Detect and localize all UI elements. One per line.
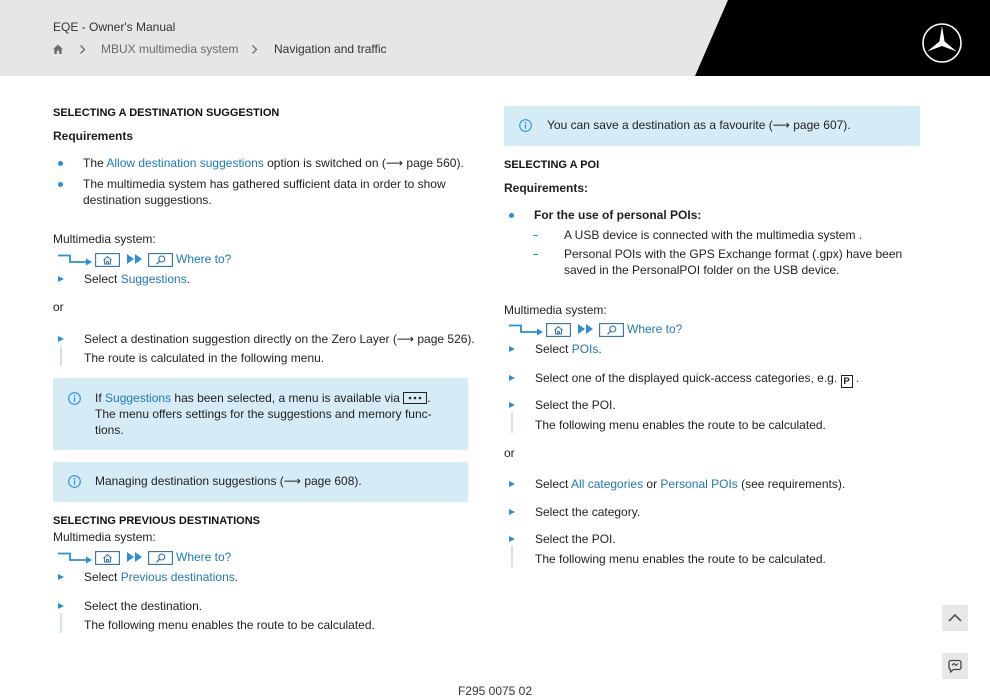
- requirements-label: Requirements: [53, 129, 134, 143]
- info-icon: [68, 475, 81, 488]
- search-icon[interactable]: [148, 551, 173, 565]
- step-result: The following menu enables the route to be calculated.: [535, 418, 826, 432]
- step-triangle-icon: [509, 481, 515, 487]
- step-result-bar: [511, 546, 513, 567]
- step-text: Select: [84, 272, 121, 286]
- or-separator: or: [504, 446, 515, 460]
- info-icon: [519, 119, 532, 132]
- pois-link[interactable]: POIs: [571, 342, 599, 356]
- step-result-bar: [60, 613, 62, 633]
- requirement-subitem: Personal POIs with the GPS Exchange format (.gpx) have been: [564, 247, 903, 261]
- requirement-item: For the use of personal POIs:: [534, 208, 702, 222]
- info-text: Managing destination suggestions (⟶ page 608).: [95, 474, 362, 488]
- mercedes-star-logo: [920, 21, 964, 65]
- home-screen-icon[interactable]: [95, 551, 120, 565]
- info-text: You can save a destination as a favourite (⟶ page 607).: [547, 118, 851, 132]
- step-text: (see requirements).: [737, 477, 846, 491]
- step-triangle-icon: [58, 336, 64, 342]
- suggestions-link[interactable]: Suggestions: [120, 272, 187, 286]
- more-menu-icon: [403, 392, 427, 404]
- step-select-poi: Select the POI.: [535, 532, 616, 546]
- multimedia-path: [57, 251, 247, 267]
- step-text: Select: [535, 342, 572, 356]
- info-text: .: [427, 391, 431, 405]
- chevron-right-icon: [79, 44, 86, 55]
- bullet-icon: [509, 213, 514, 218]
- info-text-line: [95, 390, 431, 406]
- step-result-bar: [60, 346, 62, 366]
- search-icon[interactable]: [148, 253, 173, 267]
- requirement-text-line: The multimedia system has gathered sufficient data in order to show: [83, 177, 446, 191]
- feedback-button[interactable]: [942, 653, 968, 679]
- step-text: .: [186, 272, 191, 286]
- manual-title: EQE - Owner's Manual: [53, 20, 176, 34]
- breadcrumb-item-current: Navigation and traffic: [274, 42, 387, 56]
- step-zero-layer: Select a destination suggestion directly on the Zero Layer (⟶ page 526).: [84, 332, 475, 346]
- step-triangle-icon: [509, 346, 515, 352]
- personal-pois-link[interactable]: Personal POIs: [660, 477, 738, 491]
- home-screen-icon[interactable]: [95, 253, 120, 267]
- multimedia-system-label: Multimedia system:: [53, 232, 156, 246]
- step-text: or: [643, 477, 661, 491]
- multimedia-system-label: Multimedia system:: [504, 303, 607, 317]
- double-arrow-icon: [578, 323, 594, 335]
- step-text: Select one of the displayed quick-access categories, e.g.: [535, 371, 841, 385]
- dash-bullet-icon: [533, 235, 538, 236]
- path-arrow-icon: [57, 550, 93, 564]
- info-box-managing-suggestions: [53, 462, 468, 502]
- all-categories-link[interactable]: All categories: [571, 477, 644, 491]
- requirements-label: Requirements:: [504, 181, 589, 195]
- step-quick-access-category: [535, 370, 859, 386]
- home-screen-icon[interactable]: [546, 323, 571, 337]
- info-box-suggestions-menu: [53, 378, 468, 450]
- path-arrow-icon: [57, 252, 93, 266]
- info-box-favourite: [504, 106, 920, 146]
- where-to-link[interactable]: Where to?: [176, 550, 232, 564]
- previous-destinations-link[interactable]: Previous destinations: [120, 570, 235, 584]
- requirement-subitem: saved in the PersonalPOI folder on the USB device.: [564, 263, 840, 277]
- step-triangle-icon: [509, 402, 515, 408]
- step-select-poi: Select the POI.: [535, 398, 616, 412]
- step-result: The route is calculated in the following menu.: [84, 351, 325, 365]
- multimedia-path: [508, 321, 698, 337]
- scroll-to-top-button[interactable]: [942, 605, 968, 631]
- section-heading: SELECTING A DESTINATION SUGGESTION: [53, 107, 280, 119]
- step-select-pois: [535, 341, 602, 357]
- step-text: Select: [535, 477, 572, 491]
- chevron-right-icon: [251, 44, 258, 55]
- parking-icon: P: [841, 375, 853, 388]
- section-heading: SELECTING PREVIOUS DESTINATIONS: [53, 515, 260, 527]
- step-select-categories: [535, 476, 845, 492]
- where-to-link[interactable]: Where to?: [627, 322, 683, 336]
- or-separator: or: [53, 300, 64, 314]
- step-triangle-icon: [58, 276, 64, 282]
- step-text: Select: [84, 570, 121, 584]
- header: [0, 0, 990, 76]
- step-select-destination: Select the destination.: [84, 599, 203, 613]
- step-triangle-icon: [58, 574, 64, 580]
- breadcrumb-item-mbux[interactable]: MBUX multimedia system: [101, 42, 239, 56]
- section-heading: SELECTING A POI: [504, 159, 600, 171]
- step-triangle-icon: [509, 375, 515, 381]
- feedback-icon: [942, 653, 968, 679]
- step-text: .: [234, 570, 239, 584]
- requirement-item: [83, 155, 464, 171]
- double-arrow-icon: [127, 253, 143, 265]
- step-triangle-icon: [58, 603, 64, 609]
- chevron-up-icon: [942, 605, 968, 631]
- double-arrow-icon: [127, 551, 143, 563]
- info-text: If: [95, 391, 106, 405]
- home-icon[interactable]: [52, 43, 64, 55]
- requirement-text-line: destination suggestions.: [83, 193, 212, 207]
- requirement-text: The: [83, 156, 107, 170]
- step-triangle-icon: [509, 509, 515, 515]
- step-select-suggestions: [84, 271, 190, 287]
- step-text: .: [598, 342, 602, 356]
- step-text: .: [852, 371, 860, 385]
- bullet-icon: [58, 161, 63, 166]
- info-text-line: The menu offers settings for the suggestions and memory func-: [95, 407, 432, 421]
- where-to-link[interactable]: Where to?: [176, 252, 232, 266]
- step-select-category: Select the category.: [535, 505, 641, 519]
- allow-destination-suggestions-link[interactable]: Allow destination suggestions: [106, 156, 264, 170]
- step-triangle-icon: [509, 536, 515, 542]
- multimedia-path: [57, 549, 247, 565]
- info-icon: [68, 392, 81, 405]
- requirement-subitem: A USB device is connected with the multimedia system .: [564, 228, 863, 242]
- suggestions-link[interactable]: Suggestions: [105, 391, 172, 405]
- info-text-line: tions.: [95, 423, 124, 437]
- dash-bullet-icon: [533, 254, 538, 255]
- step-result-bar: [511, 412, 513, 433]
- info-text: has been selected, a menu is available via: [171, 391, 404, 405]
- step-select-previous: [84, 569, 238, 585]
- bullet-icon: [58, 182, 63, 187]
- figure-code: F295 0075 02: [457, 684, 533, 698]
- path-arrow-icon: [508, 322, 544, 336]
- step-result: The following menu enables the route to be calculated.: [535, 552, 826, 566]
- multimedia-system-label: Multimedia system:: [53, 530, 156, 544]
- search-icon[interactable]: [599, 323, 624, 337]
- requirement-text: option is switched on (⟶ page 560).: [263, 156, 464, 170]
- step-result: The following menu enables the route to be calculated.: [84, 618, 375, 632]
